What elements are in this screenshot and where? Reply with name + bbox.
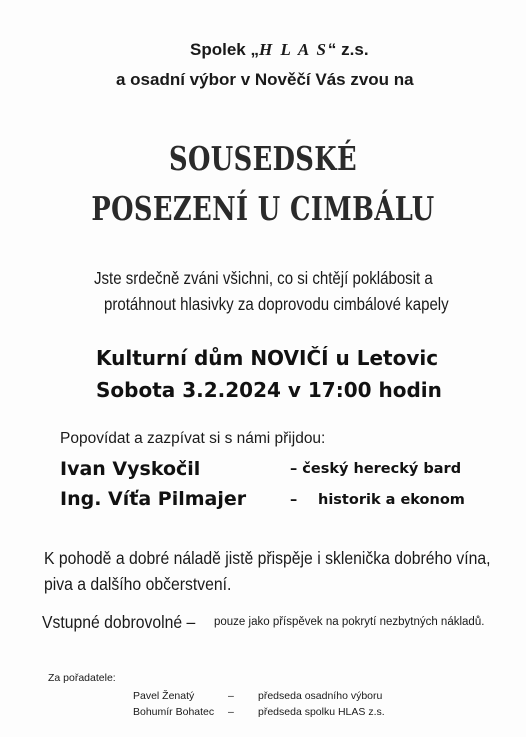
organizers-label: Za pořadatele: xyxy=(48,672,116,684)
guest-2-name: Ing. Víťa Pilmajer xyxy=(60,488,247,510)
title-line-2: POSEZENÍ U CIMBÁLU xyxy=(91,189,435,228)
admission-label: Vstupné dobrovolné – xyxy=(42,612,196,632)
organizer-1-dash: – xyxy=(228,690,234,702)
organizer-2-role: předseda spolku HLAS z.s. xyxy=(258,706,385,718)
organizer-1-role: předseda osadního výboru xyxy=(258,690,383,702)
refreshments-line-1: K pohodě a dobré náladě jistě přispěje i sklenička dobrého vína, xyxy=(44,548,491,568)
event-date: Sobota 3.2.2024 v 17:00 hodin xyxy=(96,378,442,402)
header-suffix: “ z.s. xyxy=(327,40,369,59)
title-line-1: SOUSEDSKÉ xyxy=(168,139,358,178)
organizer-2-name: Bohumír Bohatec xyxy=(133,706,215,718)
organizer-2-dash: – xyxy=(228,706,234,718)
guests-intro: Popovídat a zazpívat si s námi přijdou: xyxy=(60,430,326,447)
organizer-1-name: Pavel Ženatý xyxy=(133,690,195,702)
intro-line-1: Jste srdečně zváni všichni, co si chtějí poklábosit a xyxy=(94,268,433,288)
refreshments-line-2: piva a dalšího občerstvení. xyxy=(44,574,232,594)
header-line-1 xyxy=(190,40,369,60)
guest-2-dash: – xyxy=(290,492,298,508)
association-name: H L A S xyxy=(258,40,328,59)
guest-1-name: Ivan Vyskočil xyxy=(60,458,201,480)
venue: Kulturní dům NOVIČÍ u Letovic xyxy=(96,346,439,370)
intro-line-2: protáhnout hlasivky za doprovodu cimbálové kapely xyxy=(104,294,449,314)
header-prefix: Spolek „ xyxy=(190,40,259,59)
header-line-2: a osadní výbor v Nověčí Vás zvou na xyxy=(116,70,414,89)
guest-2-role: historik a ekonom xyxy=(318,492,465,508)
guest-1-role: – český herecký bard xyxy=(290,461,462,477)
admission-note: pouze jako příspěvek na pokrytí nezbytných nákladů. xyxy=(214,616,485,628)
